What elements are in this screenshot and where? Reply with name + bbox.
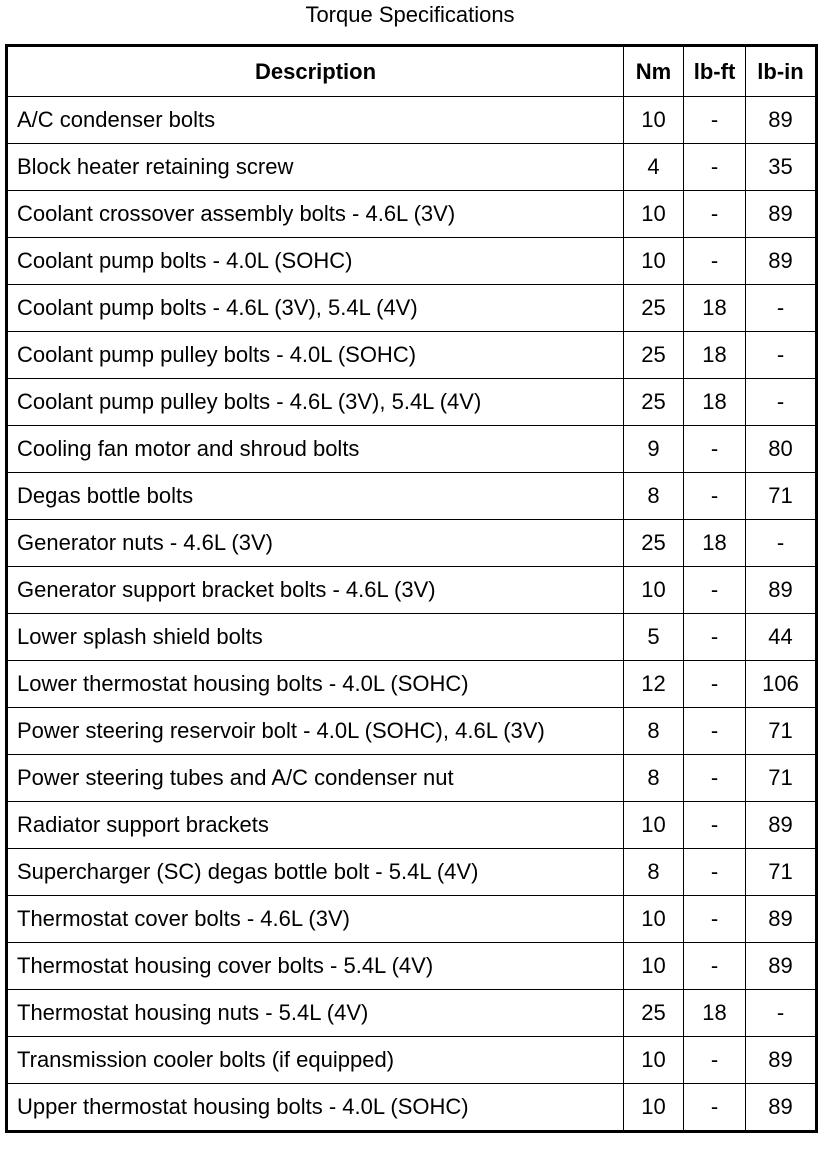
cell-description: Radiator support brackets [7,802,624,849]
header-description: Description [7,46,624,97]
table-row [7,943,817,990]
table-row [7,285,817,332]
cell-lb-ft: - [684,849,746,896]
cell-nm: 10 [624,191,684,238]
cell-nm: 25 [624,379,684,426]
cell-lb-in: 89 [746,1084,817,1132]
table-row [7,332,817,379]
cell-nm: 8 [624,473,684,520]
cell-description: Coolant pump pulley bolts - 4.0L (SOHC) [7,332,624,379]
cell-nm: 10 [624,943,684,990]
table-row [7,990,817,1037]
cell-lb-ft: - [684,661,746,708]
table-row [7,567,817,614]
cell-lb-ft: - [684,1084,746,1132]
table-row [7,1084,817,1132]
cell-lb-ft: - [684,708,746,755]
torque-spec-table [5,44,818,1133]
cell-nm: 4 [624,144,684,191]
cell-lb-in: 89 [746,1037,817,1084]
table-row [7,473,817,520]
cell-nm: 8 [624,755,684,802]
cell-lb-in: 80 [746,426,817,473]
cell-description: Generator nuts - 4.6L (3V) [7,520,624,567]
cell-lb-in: 35 [746,144,817,191]
cell-lb-ft: 18 [684,332,746,379]
cell-lb-in: 71 [746,755,817,802]
cell-lb-ft: - [684,97,746,144]
cell-lb-in: 89 [746,567,817,614]
cell-description: Generator support bracket bolts - 4.6L (3V) [7,567,624,614]
cell-nm: 10 [624,802,684,849]
cell-description: Lower thermostat housing bolts - 4.0L (SOHC) [7,661,624,708]
cell-description: Power steering reservoir bolt - 4.0L (SOHC), 4.6L (3V) [7,708,624,755]
cell-nm: 10 [624,567,684,614]
cell-lb-in: 71 [746,849,817,896]
cell-description: Supercharger (SC) degas bottle bolt - 5.4L (4V) [7,849,624,896]
cell-lb-ft: 18 [684,379,746,426]
table-row [7,191,817,238]
cell-lb-in: 89 [746,896,817,943]
cell-lb-ft: - [684,755,746,802]
cell-lb-in: - [746,520,817,567]
cell-lb-in: 71 [746,473,817,520]
cell-lb-ft: - [684,426,746,473]
cell-nm: 10 [624,1037,684,1084]
cell-lb-in: 89 [746,802,817,849]
cell-lb-in: - [746,379,817,426]
table-row [7,238,817,285]
cell-nm: 10 [624,97,684,144]
table-row [7,802,817,849]
cell-lb-in: 89 [746,191,817,238]
cell-description: Coolant pump pulley bolts - 4.6L (3V), 5.4L (4V) [7,379,624,426]
cell-description: Thermostat housing cover bolts - 5.4L (4V) [7,943,624,990]
cell-nm: 10 [624,1084,684,1132]
cell-lb-ft: 18 [684,990,746,1037]
cell-lb-ft: - [684,943,746,990]
page-title: Torque Specifications [305,2,515,27]
table-row [7,379,817,426]
cell-nm: 8 [624,849,684,896]
cell-lb-ft: - [684,238,746,285]
cell-description: Lower splash shield bolts [7,614,624,661]
cell-lb-ft: - [684,1037,746,1084]
cell-lb-ft: 18 [684,520,746,567]
header-row [7,46,817,97]
cell-nm: 25 [624,990,684,1037]
cell-nm: 5 [624,614,684,661]
cell-description: Upper thermostat housing bolts - 4.0L (SOHC) [7,1084,624,1132]
cell-nm: 25 [624,285,684,332]
cell-description: Power steering tubes and A/C condenser nut [7,755,624,802]
cell-lb-in: 44 [746,614,817,661]
cell-nm: 25 [624,520,684,567]
cell-lb-ft: - [684,567,746,614]
cell-description: Transmission cooler bolts (if equipped) [7,1037,624,1084]
cell-description: A/C condenser bolts [7,97,624,144]
cell-lb-in: 89 [746,943,817,990]
table-row [7,144,817,191]
cell-description: Coolant crossover assembly bolts - 4.6L (3V) [7,191,624,238]
table-row [7,520,817,567]
cell-description: Degas bottle bolts [7,473,624,520]
header-nm: Nm [624,46,684,97]
table-row [7,97,817,144]
header-lb-ft: lb-ft [684,46,746,97]
cell-lb-ft: - [684,896,746,943]
table-row [7,849,817,896]
cell-description: Cooling fan motor and shroud bolts [7,426,624,473]
cell-nm: 10 [624,896,684,943]
table-row [7,896,817,943]
cell-lb-in: - [746,332,817,379]
cell-lb-ft: - [684,614,746,661]
cell-description: Thermostat cover bolts - 4.6L (3V) [7,896,624,943]
table-row [7,426,817,473]
cell-lb-ft: - [684,191,746,238]
cell-description: Block heater retaining screw [7,144,624,191]
cell-nm: 10 [624,238,684,285]
cell-lb-ft: 18 [684,285,746,332]
cell-lb-in: 89 [746,97,817,144]
cell-lb-ft: - [684,473,746,520]
cell-nm: 8 [624,708,684,755]
table-row [7,661,817,708]
cell-lb-in: - [746,990,817,1037]
table-row [7,614,817,661]
table-row [7,708,817,755]
cell-lb-in: - [746,285,817,332]
table-row [7,1037,817,1084]
cell-lb-in: 89 [746,238,817,285]
cell-description: Coolant pump bolts - 4.6L (3V), 5.4L (4V) [7,285,624,332]
header-lb-in: lb-in [746,46,817,97]
cell-nm: 9 [624,426,684,473]
cell-lb-ft: - [684,802,746,849]
cell-nm: 12 [624,661,684,708]
cell-nm: 25 [624,332,684,379]
cell-lb-in: 71 [746,708,817,755]
cell-lb-in: 106 [746,661,817,708]
table-row [7,755,817,802]
cell-description: Coolant pump bolts - 4.0L (SOHC) [7,238,624,285]
cell-description: Thermostat housing nuts - 5.4L (4V) [7,990,624,1037]
table-body [7,97,817,1132]
cell-lb-ft: - [684,144,746,191]
